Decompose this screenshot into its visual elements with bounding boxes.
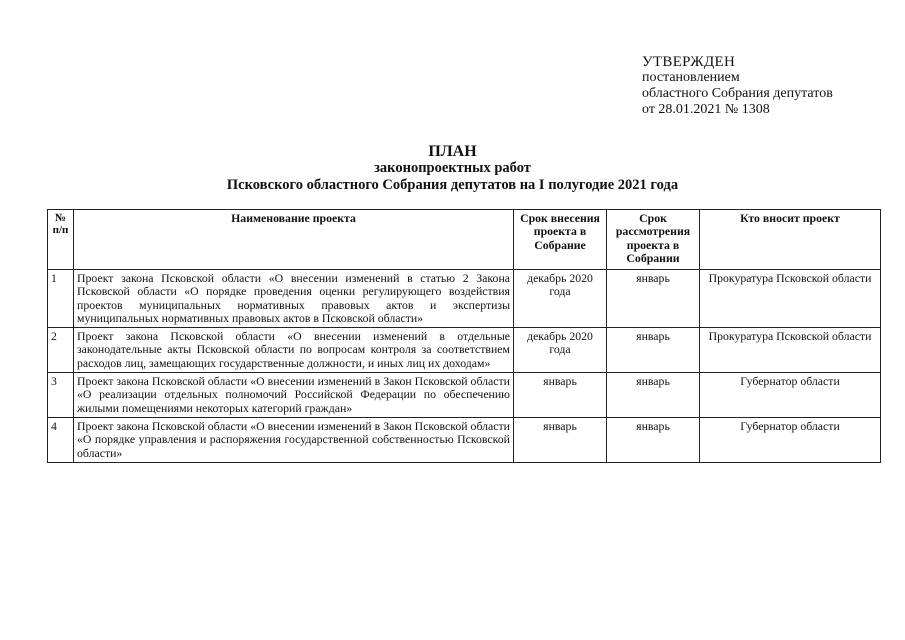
header-number-abbr: п/п: [52, 224, 69, 236]
approval-title: УТВЕРЖДЕН: [642, 54, 736, 70]
row-submission-term: январь: [514, 417, 607, 462]
document-title: [0, 143, 905, 194]
table-header-row: [48, 210, 881, 270]
header-project-name: Наименование проекта: [74, 210, 514, 270]
row-project-name: Проект закона Псковской области «О внесении изменений в отдельные законодательные акты Псковской области по вопросам контроля за соответствием расходов лиц, замещающих государственные должности, и иных лиц их доходам»: [74, 328, 514, 373]
row-review-term: январь: [607, 373, 700, 418]
title-subject: законопроектных работ: [374, 160, 531, 176]
title-plan: ПЛАН: [428, 143, 477, 160]
table-row: [48, 328, 881, 373]
table-row: [48, 373, 881, 418]
row-project-name: Проект закона Псковской области «О внесении изменений в Закон Псковской области «О порядке управления и распоряжения государственной собственностью Псковской области»: [74, 417, 514, 462]
plan-table: [47, 209, 881, 463]
approval-stamp: [642, 54, 833, 118]
table-row: [48, 417, 881, 462]
header-initiator: Кто вносит проект: [700, 210, 881, 270]
row-initiator: Прокуратура Псковской области: [700, 270, 881, 328]
title-organization: Псковского областного Собрания депутатов на I полугодие 2021 года: [226, 177, 679, 193]
row-submission-term: январь: [514, 373, 607, 418]
row-initiator: Губернатор области: [700, 417, 881, 462]
table-row: [48, 270, 881, 328]
row-number: 4: [48, 417, 74, 462]
row-submission-term: декабрь 2020 года: [514, 270, 607, 328]
row-initiator: Губернатор области: [700, 373, 881, 418]
row-number: 1: [48, 270, 74, 328]
header-submission-term: Срок внесения проекта в Собрание: [514, 210, 607, 270]
row-project-name: Проект закона Псковской области «О внесении изменений в Закон Псковской области «О реализации отдельных полномочий Российской Федерации по обеспечению жилыми помещениями некоторых категорий граждан»: [74, 373, 514, 418]
row-review-term: январь: [607, 328, 700, 373]
row-review-term: январь: [607, 270, 700, 328]
row-project-name: Проект закона Псковской области «О внесении изменений в статью 2 Закона Псковской области «О порядке проведения оценки регулирующего воздействия проектов муниципальных нормативных правовых актов и экспертизы муниципальных нормативных правовых актов в Псковской области»: [74, 270, 514, 328]
row-submission-term: декабрь 2020 года: [514, 328, 607, 373]
header-number: [48, 210, 74, 270]
approval-line-resolution: постановлением: [642, 70, 740, 85]
approval-line-body: областного Собрания депутатов: [642, 86, 833, 101]
approval-line-date: от 28.01.2021 № 1308: [642, 102, 770, 117]
row-review-term: январь: [607, 417, 700, 462]
row-initiator: Прокуратура Псковской области: [700, 328, 881, 373]
row-number: 2: [48, 328, 74, 373]
row-number: 3: [48, 373, 74, 418]
header-number-sign: №: [54, 212, 67, 224]
header-review-term: Срок рассмотрения проекта в Собрании: [607, 210, 700, 270]
